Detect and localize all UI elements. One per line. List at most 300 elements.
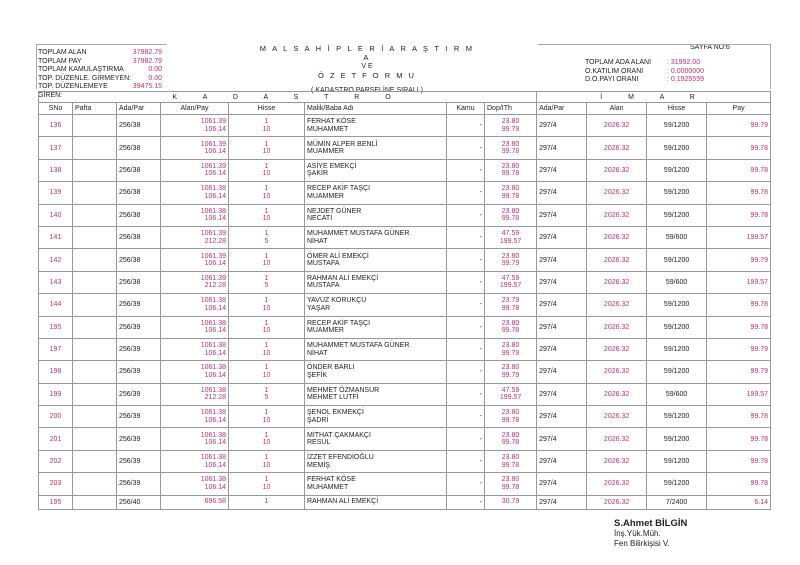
kamu-text: - xyxy=(479,498,482,506)
column-header: Hisse xyxy=(229,103,305,115)
dop-text: 23.79 xyxy=(501,297,520,305)
ada-par-text: 256/38 xyxy=(119,144,141,152)
total-value: 0.00 xyxy=(148,66,162,73)
imar-ada-text: 297/4 xyxy=(539,144,557,152)
cell-alan-pay xyxy=(161,450,229,472)
cell-imar-alan xyxy=(587,450,647,472)
dop-text: 23.80 xyxy=(501,342,520,350)
imar-pay-text: 6.14 xyxy=(754,498,769,506)
cell-alan-pay xyxy=(161,383,229,405)
cell-imar-ada xyxy=(537,316,587,338)
cell-alan-pay xyxy=(161,182,229,204)
dop-text: 23.80 xyxy=(501,364,520,372)
cell-dop-ith xyxy=(485,137,537,159)
cell-dop-ith xyxy=(485,361,537,383)
pay-text: 106.14 xyxy=(204,125,226,133)
cell-alan-pay xyxy=(161,338,229,360)
cell-ada-par xyxy=(117,383,161,405)
cell-ada-par xyxy=(117,450,161,472)
cell-imar-ada xyxy=(537,428,587,450)
owner-name: RAHMAN ALİ EMEKÇİ xyxy=(307,274,379,282)
cell-hisse xyxy=(229,182,305,204)
cell-imar-pay xyxy=(707,361,771,383)
parcel-info-label: O.KATILIM ORANI xyxy=(585,67,644,75)
cell-sno xyxy=(39,406,73,428)
column-header: Hisse xyxy=(647,103,707,115)
cell-imar-alan xyxy=(587,249,647,271)
pay-text: 106.14 xyxy=(204,192,226,200)
hisse-den: 10 xyxy=(262,215,271,223)
cell-hisse xyxy=(229,294,305,316)
imar-pay-text: 99.79 xyxy=(750,256,769,264)
owner-name: RECEP AKİF TAŞÇI xyxy=(307,319,371,327)
pay-text: 106.14 xyxy=(204,327,226,335)
cell-kamu xyxy=(447,182,485,204)
sno-text: 137 xyxy=(49,144,62,152)
cell-malik xyxy=(305,316,447,338)
pay-text: 106.14 xyxy=(204,371,226,379)
cell-imar-ada xyxy=(537,294,587,316)
cell-dop-ith xyxy=(485,406,537,428)
cell-imar-hisse xyxy=(647,226,707,248)
pay-text: 212.28 xyxy=(204,237,226,245)
imar-alan-text: 2026.32 xyxy=(603,166,630,174)
cell-imar-hisse xyxy=(647,249,707,271)
kamu-text: - xyxy=(479,278,482,286)
cell-alan-pay xyxy=(161,159,229,181)
sno-text: 141 xyxy=(49,234,62,242)
cell-pafta xyxy=(73,495,117,509)
kamu-text: - xyxy=(479,256,482,264)
owner-name: MEHMET ÖZMANSUR xyxy=(307,386,380,394)
column-header: Kamu xyxy=(447,103,485,115)
cell-ada-par xyxy=(117,361,161,383)
cell-ada-par xyxy=(117,226,161,248)
imar-ada-text: 297/4 xyxy=(539,234,557,242)
dop-text: 47.59 xyxy=(501,386,520,394)
dop-text: 23.80 xyxy=(501,431,520,439)
cell-pafta xyxy=(73,115,117,137)
kamu-text: - xyxy=(479,122,482,130)
hisse-den: 10 xyxy=(262,125,271,133)
cell-imar-ada xyxy=(537,473,587,495)
cell-pafta xyxy=(73,271,117,293)
cell-pafta xyxy=(73,450,117,472)
father-name: MEMİŞ xyxy=(307,461,330,469)
ith-text: 199.57 xyxy=(499,237,522,245)
imar-pay-text: 99.78 xyxy=(750,211,769,219)
cell-hisse xyxy=(229,428,305,450)
cell-imar-hisse xyxy=(647,137,707,159)
cell-imar-ada xyxy=(537,361,587,383)
cell-imar-hisse xyxy=(647,428,707,450)
section-imar: İ M A R xyxy=(537,92,771,103)
cell-hisse xyxy=(229,383,305,405)
owner-name: İZZET EFENDİOĞLU xyxy=(307,454,374,462)
pay-text: 106.14 xyxy=(204,304,226,312)
cell-imar-pay xyxy=(707,473,771,495)
alan-text: 1061.38 xyxy=(200,476,226,484)
cell-ada-par xyxy=(117,115,161,137)
kamu-text: - xyxy=(479,211,482,219)
cell-hisse xyxy=(229,115,305,137)
imar-alan-text: 2026.32 xyxy=(603,189,630,197)
cell-imar-hisse xyxy=(647,316,707,338)
cell-alan-pay xyxy=(161,316,229,338)
cell-imar-ada xyxy=(537,338,587,360)
ith-text: 199.57 xyxy=(499,282,522,290)
cell-pafta xyxy=(73,249,117,271)
ada-par-text: 256/38 xyxy=(119,278,141,286)
hisse-num: 1 xyxy=(264,342,269,350)
table-row xyxy=(39,316,771,338)
cell-imar-pay xyxy=(707,316,771,338)
imar-alan-text: 2026.32 xyxy=(603,278,630,286)
cell-imar-hisse xyxy=(647,115,707,137)
cell-ada-par xyxy=(117,406,161,428)
total-value: 39475.15 xyxy=(132,83,162,90)
alan-text: 1061.39 xyxy=(200,252,226,260)
owner-name: FERHAT KÖSE xyxy=(307,118,356,126)
cell-sno xyxy=(39,249,73,271)
hisse-den: 5 xyxy=(264,282,269,290)
pay-text: 106.14 xyxy=(204,416,226,424)
sno-text: 197 xyxy=(49,346,62,354)
cell-malik xyxy=(305,383,447,405)
cell-sno xyxy=(39,204,73,226)
alan-text: 1061.39 xyxy=(200,230,226,238)
cell-imar-alan xyxy=(587,473,647,495)
total-label: TOPLAM PAY xyxy=(38,57,82,65)
cell-imar-alan xyxy=(587,316,647,338)
kamu-text: - xyxy=(479,346,482,354)
cell-kamu xyxy=(447,137,485,159)
cell-sno xyxy=(39,159,73,181)
imar-pay-text: 99.79 xyxy=(750,368,769,376)
hisse-den: 10 xyxy=(262,371,271,379)
hisse-den: 10 xyxy=(262,260,271,268)
cell-alan-pay xyxy=(161,428,229,450)
cell-alan-pay xyxy=(161,495,229,509)
cell-imar-pay xyxy=(707,115,771,137)
cell-imar-ada xyxy=(537,249,587,271)
cell-imar-hisse xyxy=(647,159,707,181)
signatory-name: S.Ahmet BİLGİN xyxy=(614,518,688,529)
ith-text: 99.78 xyxy=(501,215,520,223)
cell-malik xyxy=(305,182,447,204)
ada-par-text: 256/38 xyxy=(119,234,141,242)
imar-pay-text: 99.78 xyxy=(750,435,769,443)
ith-text: 99.78 xyxy=(501,416,520,424)
total-value: 37982.79 xyxy=(132,49,162,56)
kamu-text: - xyxy=(479,413,482,421)
imar-pay-text: 99.78 xyxy=(750,301,769,309)
owner-name: MUHAMMET MUSTAFA GÜNER xyxy=(307,230,410,238)
cell-sno xyxy=(39,316,73,338)
ada-par-text: 256/38 xyxy=(119,256,141,264)
table-row xyxy=(39,428,771,450)
sno-text: 138 xyxy=(49,166,62,174)
father-name: MUHAMMET xyxy=(307,483,349,491)
cell-kamu xyxy=(447,406,485,428)
cell-imar-alan xyxy=(587,115,647,137)
sno-text: 144 xyxy=(49,301,62,309)
imar-pay-text: 199.57 xyxy=(746,234,769,242)
cell-alan-pay xyxy=(161,361,229,383)
alan-text: 1061.38 xyxy=(200,207,226,215)
alan-text: 1061.38 xyxy=(200,319,226,327)
cell-pafta xyxy=(73,473,117,495)
cell-imar-pay xyxy=(707,294,771,316)
owner-name: ÖNDER BARLI xyxy=(307,364,355,372)
cell-malik xyxy=(305,338,447,360)
cell-imar-pay xyxy=(707,159,771,181)
alan-text: 1061.39 xyxy=(200,274,226,282)
cell-malik xyxy=(305,495,447,509)
hisse-num: 1 xyxy=(264,162,269,170)
cell-pafta xyxy=(73,204,117,226)
alan-text: 1061.39 xyxy=(200,162,226,170)
owner-name: YAVUZ KORUKÇU xyxy=(307,297,367,305)
cell-malik xyxy=(305,249,447,271)
cell-alan-pay xyxy=(161,204,229,226)
cell-kamu xyxy=(447,159,485,181)
imar-ada-text: 297/4 xyxy=(539,189,557,197)
hisse-den: 10 xyxy=(262,304,271,312)
father-name: YAŞAR xyxy=(307,304,331,312)
imar-ada-text: 297/4 xyxy=(539,122,557,130)
owner-name: ASİYE EMEKÇİ xyxy=(307,162,357,170)
hisse-num: 1 xyxy=(264,409,269,417)
cell-alan-pay xyxy=(161,226,229,248)
imar-ada-text: 297/4 xyxy=(539,435,557,443)
cell-sno xyxy=(39,182,73,204)
cell-hisse xyxy=(229,406,305,428)
cell-kamu xyxy=(447,383,485,405)
owner-name: RAHMAN ALİ EMEKÇİ xyxy=(307,498,379,506)
cell-alan-pay xyxy=(161,294,229,316)
total-label: TOPLAM KAMULAŞTIRMA xyxy=(38,66,124,73)
imar-hisse-text: 59/1200 xyxy=(663,256,690,264)
pay-text: 106.14 xyxy=(204,170,226,178)
ada-par-text: 256/38 xyxy=(119,166,141,174)
cell-alan-pay xyxy=(161,406,229,428)
cell-imar-alan xyxy=(587,338,647,360)
cell-kamu xyxy=(447,226,485,248)
sno-text: 195 xyxy=(49,498,62,506)
cell-ada-par xyxy=(117,338,161,360)
owner-name: RECEP AKİF TAŞÇI xyxy=(307,185,371,193)
imar-alan-text: 2026.32 xyxy=(603,413,630,421)
cell-hisse xyxy=(229,226,305,248)
cell-imar-pay xyxy=(707,428,771,450)
father-name: NECATİ xyxy=(307,215,333,223)
sno-text: 142 xyxy=(49,256,62,264)
ada-par-text: 256/38 xyxy=(119,189,141,197)
column-header: Ada/Par xyxy=(537,103,587,115)
cell-imar-ada xyxy=(537,159,587,181)
cell-sno xyxy=(39,450,73,472)
cell-imar-hisse xyxy=(647,450,707,472)
father-name: MUSTAFA xyxy=(307,282,340,290)
father-name: RESUL xyxy=(307,439,331,447)
cell-hisse xyxy=(229,159,305,181)
cell-pafta xyxy=(73,406,117,428)
cell-imar-alan xyxy=(587,428,647,450)
table-body xyxy=(39,115,771,510)
section-row xyxy=(39,92,771,103)
cell-malik xyxy=(305,450,447,472)
cell-imar-alan xyxy=(587,383,647,405)
form-title xyxy=(258,44,476,95)
imar-ada-text: 297/4 xyxy=(539,346,557,354)
total-label: TOP. DÜZENLEMEYE GİREN: xyxy=(38,83,108,99)
owners-table xyxy=(38,91,771,510)
father-name: NİHAT xyxy=(307,237,328,245)
cell-hisse xyxy=(229,249,305,271)
hisse-den: 10 xyxy=(262,439,271,447)
cell-pafta xyxy=(73,226,117,248)
imar-alan-text: 2026.32 xyxy=(603,323,630,331)
column-header-row xyxy=(39,103,771,115)
hisse-num: 1 xyxy=(264,230,269,238)
cell-hisse xyxy=(229,473,305,495)
father-name: ŞAKİR xyxy=(307,170,329,178)
cell-imar-hisse xyxy=(647,338,707,360)
cell-hisse xyxy=(229,361,305,383)
ith-text: 99.79 xyxy=(501,349,520,357)
total-value: 0.00 xyxy=(148,74,162,82)
cell-sno xyxy=(39,338,73,360)
cell-pafta xyxy=(73,316,117,338)
cell-imar-hisse xyxy=(647,294,707,316)
ith-text: 99.78 xyxy=(501,439,520,447)
alan-text: 1061.39 xyxy=(200,140,226,148)
cell-sno xyxy=(39,428,73,450)
cell-kamu xyxy=(447,249,485,271)
cell-malik xyxy=(305,159,447,181)
cell-imar-pay xyxy=(707,450,771,472)
cell-dop-ith xyxy=(485,495,537,509)
imar-alan-text: 2026.32 xyxy=(603,346,630,354)
cell-dop-ith xyxy=(485,249,537,271)
column-header: Dop/ITh xyxy=(485,103,537,115)
ith-text: 99.78 xyxy=(501,483,520,491)
ada-par-text: 256/39 xyxy=(119,458,141,466)
sno-text: 136 xyxy=(49,122,62,130)
cell-imar-hisse xyxy=(647,204,707,226)
cell-pafta xyxy=(73,137,117,159)
ada-par-text: 256/39 xyxy=(119,368,141,376)
cell-malik xyxy=(305,294,447,316)
owner-name: NEJDET GÜNER xyxy=(307,207,362,215)
pay-text: 212.28 xyxy=(204,282,226,290)
column-header: Pafta xyxy=(73,103,117,115)
imar-pay-text: 99.78 xyxy=(750,413,769,421)
owner-name: FERHAT KÖSE xyxy=(307,476,356,484)
dop-text: 23.80 xyxy=(501,252,520,260)
ith-text: 99.78 xyxy=(501,304,520,312)
imar-hisse-text: 59/1200 xyxy=(663,368,690,376)
imar-hisse-text: 59/1200 xyxy=(663,211,690,219)
cell-imar-alan xyxy=(587,294,647,316)
cell-malik xyxy=(305,137,447,159)
cell-malik xyxy=(305,115,447,137)
father-name: MUSTAFA xyxy=(307,260,340,268)
dop-text: 23.80 xyxy=(501,185,520,193)
hisse-num: 1 xyxy=(264,140,269,148)
imar-ada-text: 297/4 xyxy=(539,498,557,506)
imar-ada-text: 297/4 xyxy=(539,458,557,466)
cell-dop-ith xyxy=(485,182,537,204)
cell-imar-hisse xyxy=(647,271,707,293)
imar-hisse-text: 59/600 xyxy=(665,234,688,242)
hisse-den: 10 xyxy=(262,483,271,491)
hisse-den: 5 xyxy=(264,237,269,245)
dop-text: 23.80 xyxy=(501,409,520,417)
table-row xyxy=(39,115,771,137)
hisse-den: 10 xyxy=(262,192,271,200)
cell-sno xyxy=(39,383,73,405)
cell-imar-alan xyxy=(587,271,647,293)
ada-par-text: 256/38 xyxy=(119,211,141,219)
cell-imar-alan xyxy=(587,204,647,226)
imar-alan-text: 2026.32 xyxy=(603,390,630,398)
cell-hisse xyxy=(229,338,305,360)
alan-text: 1061.38 xyxy=(200,185,226,193)
ada-par-text: 256/39 xyxy=(119,413,141,421)
hisse-num: 1 xyxy=(264,386,269,394)
ith-text: 199.57 xyxy=(499,394,522,402)
parcel-info-label: TOPLAM ADA ALANI xyxy=(585,59,652,66)
hisse-num: 1 xyxy=(264,297,269,305)
cell-pafta xyxy=(73,383,117,405)
imar-pay-text: 99.79 xyxy=(750,346,769,354)
alan-text: 1061.38 xyxy=(200,364,226,372)
cell-imar-alan xyxy=(587,361,647,383)
cell-imar-pay xyxy=(707,495,771,509)
imar-ada-text: 297/4 xyxy=(539,301,557,309)
owner-name: MUHAMMET MUSTAFA GÜNER xyxy=(307,342,410,350)
cell-sno xyxy=(39,137,73,159)
dop-text: 23.80 xyxy=(501,319,520,327)
sno-text: 140 xyxy=(49,211,62,219)
cell-dop-ith xyxy=(485,450,537,472)
father-name: MUHAMMET xyxy=(307,125,349,133)
imar-hisse-text: 59/1200 xyxy=(663,480,690,488)
cell-sno xyxy=(39,495,73,509)
cell-dop-ith xyxy=(485,271,537,293)
cell-malik xyxy=(305,361,447,383)
cell-hisse xyxy=(229,316,305,338)
cell-ada-par xyxy=(117,182,161,204)
imar-pay-text: 99.78 xyxy=(750,458,769,466)
ith-text: 99.79 xyxy=(501,260,520,268)
hisse-den: 10 xyxy=(262,170,271,178)
hisse-num: 1 xyxy=(264,498,269,506)
imar-pay-text: 99.78 xyxy=(750,480,769,488)
sno-text: 201 xyxy=(49,435,62,443)
cell-hisse xyxy=(229,450,305,472)
parcel-info-value: : 0.1925559 xyxy=(667,76,704,83)
sno-text: 143 xyxy=(49,278,62,286)
imar-hisse-text: 59/1200 xyxy=(663,166,690,174)
dop-text: 23.80 xyxy=(501,162,520,170)
pay-text: 106.14 xyxy=(204,148,226,156)
cell-imar-pay xyxy=(707,338,771,360)
cell-imar-alan xyxy=(587,182,647,204)
table-row xyxy=(39,450,771,472)
